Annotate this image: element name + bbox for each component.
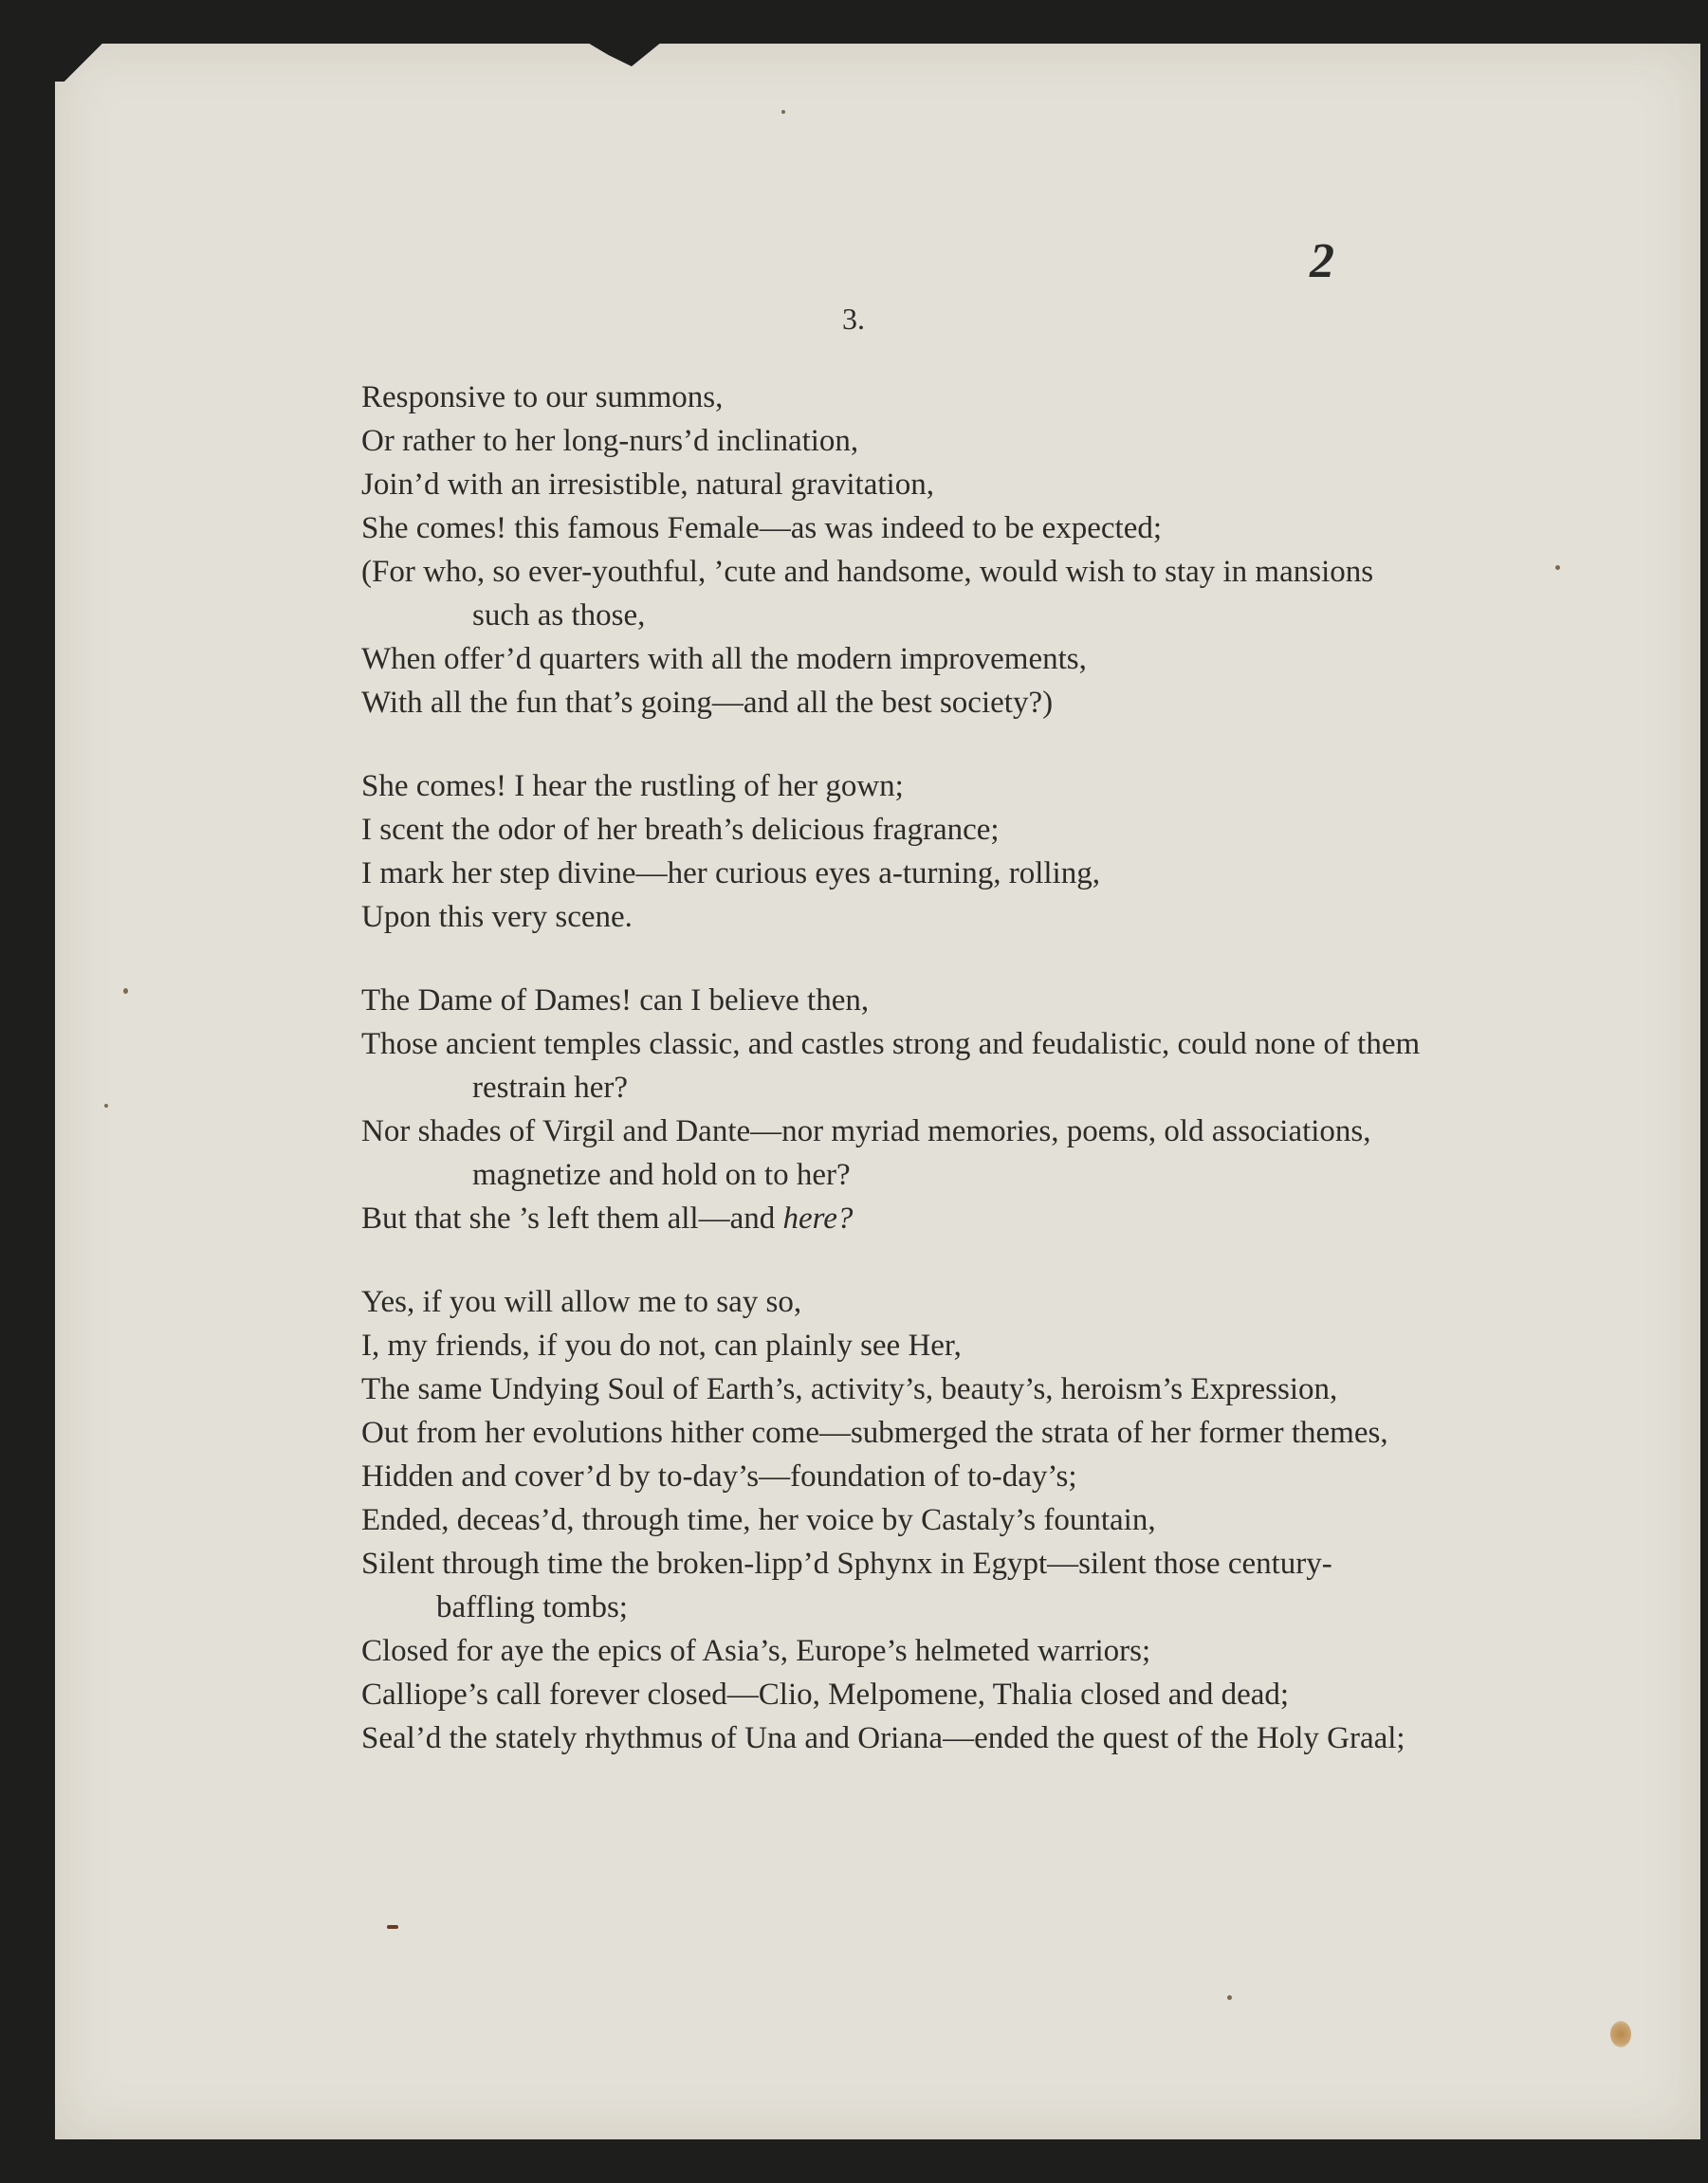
poem-line: The Dame of Dames! can I believe then, <box>361 983 870 1018</box>
poem-line: (For who, so ever-youthful, ’cute and handsome, would wish to stay in mansions such as those, <box>361 555 1374 633</box>
poem-body <box>361 376 1423 1800</box>
stanza-1 <box>361 376 1423 725</box>
poem-line: Calliope’s call forever closed—Clio, Melpomene, Thalia closed and dead; <box>361 1678 1290 1712</box>
italic-word: here? <box>782 1202 854 1236</box>
stanza-3 <box>361 979 1423 1240</box>
poem-line: I, my friends, if you do not, can plainly see Her, <box>361 1329 962 1363</box>
poem-line: Closed for aye the epics of Asia’s, Europe’s helmeted warriors; <box>361 1634 1151 1668</box>
paper-speck <box>123 988 128 994</box>
poem-line: Hidden and cover’d by to-day’s—foundation of to-day’s; <box>361 1459 1077 1494</box>
poem-line: Yes, if you will allow me to say so, <box>361 1285 802 1319</box>
paper-stain <box>1610 2021 1631 2047</box>
poem-line: The same Undying Soul of Earth’s, activity’s, beauty’s, heroism’s Expression, <box>361 1372 1338 1406</box>
stanza-4 <box>361 1280 1423 1760</box>
poem-line: Ended, deceas’d, through time, her voice by Castaly’s fountain, <box>361 1503 1156 1537</box>
poem-line: I scent the odor of her breath’s delicious fragrance; <box>361 813 1000 847</box>
poem-line: Or rather to her long-nurs’d inclination, <box>361 424 859 458</box>
poem-line: I mark her step divine—her curious eyes a-turning, rolling, <box>361 856 1100 890</box>
section-number: 3. <box>842 302 865 336</box>
document-page <box>55 44 1700 2139</box>
poem-line: Out from her evolutions hither come—submerged the strata of her former themes, <box>361 1416 1388 1450</box>
poem-line: She comes! I hear the rustling of her gown; <box>361 769 904 803</box>
poem-line: Join’d with an irresistible, natural gravitation, <box>361 468 934 502</box>
poem-line: Upon this very scene. <box>361 900 633 934</box>
folded-corner <box>55 44 112 82</box>
poem-line: Responsive to our summons, <box>361 380 724 414</box>
poem-line: When offer’d quarters with all the modern improvements, <box>361 642 1087 676</box>
poem-line: Silent through time the broken-lipp’d Sphynx in Egypt—silent those century-baffling tombs; <box>361 1547 1332 1624</box>
paper-speck <box>104 1104 108 1108</box>
paper-speck <box>387 1925 398 1929</box>
poem-line: She comes! this famous Female—as was indeed to be expected; <box>361 511 1163 545</box>
paper-speck <box>1227 1995 1232 2000</box>
paper-speck <box>1555 565 1560 570</box>
paper-speck <box>781 110 785 114</box>
stanza-2 <box>361 764 1423 939</box>
torn-notch <box>586 42 662 66</box>
page-number-mark: 2 <box>1310 234 1334 288</box>
poem-line: Nor shades of Virgil and Dante—nor myriad memories, poems, old associations, magnetize and hold on to her? <box>361 1114 1371 1192</box>
poem-line: Seal’d the stately rhythmus of Una and Oriana—ended the quest of the Holy Graal; <box>361 1721 1405 1755</box>
poem-line: With all the fun that’s going—and all the best society?) <box>361 686 1054 720</box>
poem-line: Those ancient temples classic, and castles strong and feudalistic, could none of them restrain her? <box>361 1027 1421 1105</box>
poem-line <box>361 1197 1423 1240</box>
poem-line-text: But that she ’s left them all—and <box>361 1202 776 1236</box>
